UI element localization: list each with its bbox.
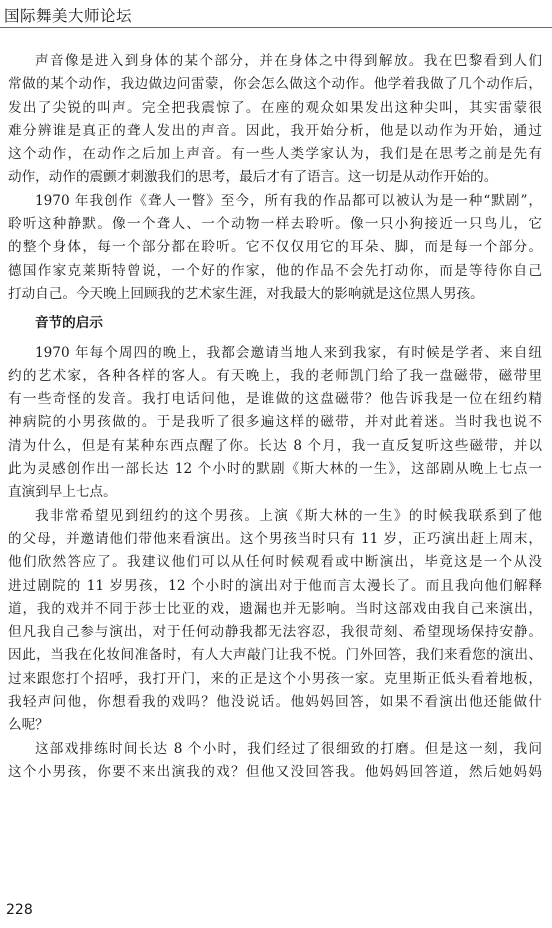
text-line: 么呢？	[8, 717, 49, 734]
text-line: 这个动作，在动作之后加上声音。有一些人类学家认为，我们是在思考之前是先有	[8, 146, 542, 163]
text-line: 过来跟您打个招呼，我打开门，来的正是这个小男孩一家。克里斯正低头看着地板，	[8, 670, 542, 687]
text-line: 道，我的戏并不同于莎士比亚的戏，遗漏也并无影响。当时这部戏由我自己来演出，	[8, 600, 542, 617]
text-line: 的父母，并邀请他们带他来看演出。这个男孩当时只有 11 岁，正巧演出赶上周末，	[8, 530, 542, 547]
paragraph-2	[8, 190, 542, 306]
text-line: 1970 年我创作《聋人一瞥》至今，所有我的作品都可以被认为是一种“默剧”，	[35, 192, 542, 209]
text-line: 神病院的小男孩做的。于是我听了很多遍这样的磁带，并对此着迷。当时我也说不	[8, 414, 542, 431]
text-line: 德国作家克莱斯特曾说，一个好的作家，他的作品不会先打动你，而是等待你自己	[8, 262, 542, 279]
text-line: 直演到早上七点。	[8, 484, 117, 501]
section-heading: 音节的启示	[35, 315, 103, 332]
header-rule	[0, 27, 552, 28]
page-number: 228	[6, 902, 33, 918]
text-line: 声音像是进入到身体的某个部分，并在身体之中得到解放。我在巴黎看到人们	[35, 53, 542, 69]
text-line: 但凡我自己参与演出，对于任何动静我都无法容忍，我很苛刻、希望现场保持安静。	[8, 624, 542, 641]
text-line: 打动自己。今天晚上回顾我的艺术家生涯，对我最大的影响就是这位黑人男孩。	[8, 285, 484, 302]
text-line: 有一些奇怪的发音。我打电话问他，是谁做的这盘磁带？他告诉我是一位在纽约精	[8, 391, 542, 408]
text-line: 因此，当我在化妆间准备时，有人大声敲门让我不悦。门外回答，我们来看您的演出、	[8, 647, 542, 664]
text-line: 发出了尖锐的叫声。完全把我震惊了。在座的观众如果发出这种尖叫，其实雷蒙很	[8, 99, 542, 116]
body-text	[8, 50, 542, 784]
text-line: 常做的某个动作，我边做边问雷蒙，你会怎么做这个动作。他学着我做了几个动作后，	[8, 76, 542, 93]
text-line: 进过剧院的 11 岁男孩，12 个小时的演出对于他而言太漫长了。而且我向他们解释	[8, 577, 542, 594]
paragraph-5	[8, 738, 542, 785]
paragraph-1	[8, 50, 542, 190]
paragraph-4	[8, 505, 542, 738]
text-line: 聆听这种静默。像一个聋人、一个动物一样去聆听。像一只小狗接近一只鸟儿，它	[8, 216, 542, 233]
text-line: 的整个身体，每一个部分都在聆听。它不仅仅用它的耳朵、脚，而是每一个部分。	[8, 239, 542, 256]
text-line: 这个小男孩，你要不来出演我的戏？但他又没回答我。他妈妈回答道，然后她妈妈	[8, 763, 542, 780]
text-line: 我非常希望见到纽约的这个男孩。上演《斯大林的一生》的时候我联系到了他	[35, 507, 542, 524]
text-line: 1970 年每个周四的晚上，我都会邀请当地人来到我家，有时候是学者、来自纽	[35, 344, 542, 361]
text-line: 此为灵感创作出一部长达 12 个小时的默剧《斯大林的一生》，这部剧从晚上七点一	[8, 461, 542, 478]
text-line: 清为什么，但是有某种东西点醒了你。长达 8 个月，我一直反复听这些磁带，并以	[8, 437, 542, 454]
book-title: 国际舞美大师论坛	[4, 7, 133, 25]
running-header	[0, 0, 552, 26]
text-line: 难分辨谁是真正的聋人发出的声音。因此，我开始分析，他是以动作为开始，通过	[8, 122, 542, 139]
text-line: 我轻声问他，你想看我的戏吗？他没说话。他妈妈回答，如果不看演出他还能做什	[8, 694, 542, 711]
text-line: 约的艺术家，各种各样的客人。有天晚上，我的老师凯门给了我一盘磁带，磁带里	[8, 367, 542, 384]
text-line: 这部戏排练时间长达 8 个小时，我们经过了很细致的打磨。但是这一刻，我问	[35, 740, 542, 757]
paragraph-3	[8, 342, 542, 505]
text-line: 动作，动作的震颤才刺激我们的思考，最后才有了语言。这一切是从动作开始的。	[8, 169, 498, 186]
text-line: 他们欣然答应了。我建议他们可以从任何时候观看或中断演出，毕竟这是一个从没	[8, 554, 542, 571]
